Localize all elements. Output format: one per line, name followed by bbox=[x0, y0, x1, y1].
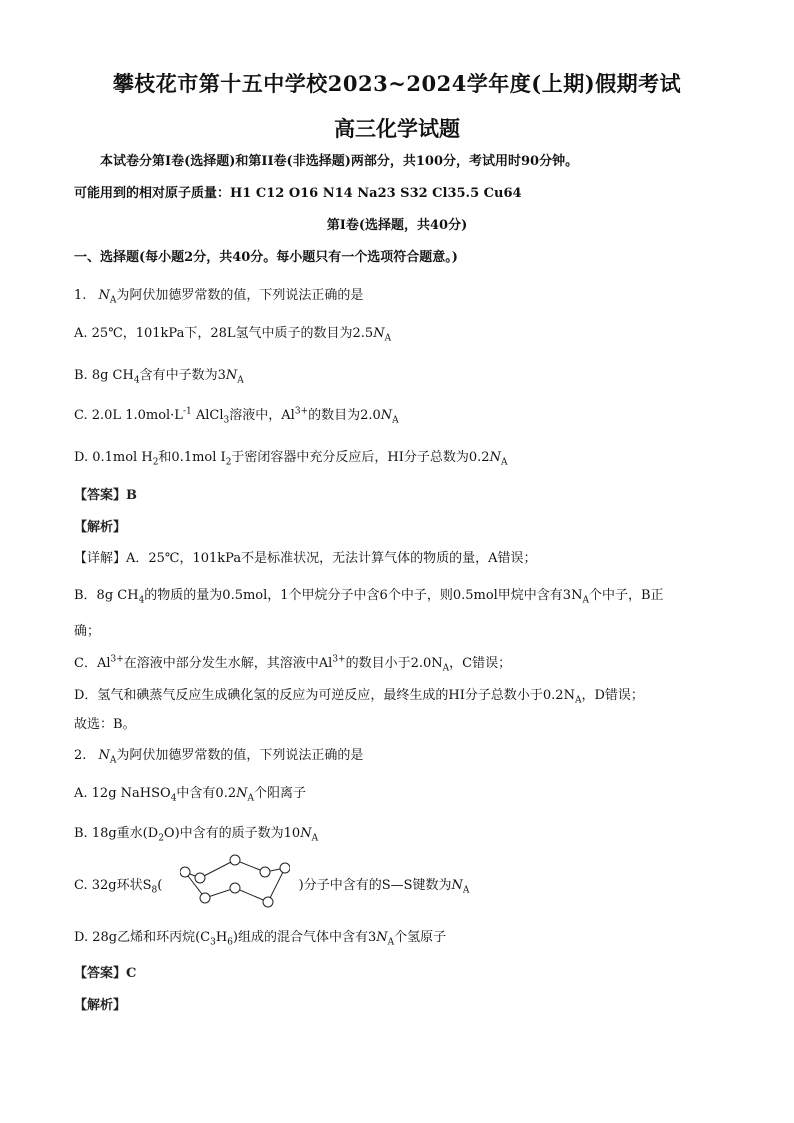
sulfur-atom bbox=[263, 897, 273, 907]
sulfur-atom bbox=[280, 863, 290, 873]
atomic-masses: 可能用到的相对原子质量：H1 C12 O16 N14 Na23 S32 Cl35.5 Cu64 bbox=[74, 186, 522, 201]
q1-choice: 故选：B。 bbox=[74, 717, 136, 732]
section1-heading: 一、选择题(每小题2分，共40分。每小题只有一个选项符合题意。) bbox=[74, 250, 458, 265]
q2-option-d: D. 28g乙烯和环丙烷$(C_3H_6)$组成的混合气体中含有$3N_A$个氢原子 bbox=[74, 930, 447, 948]
sulfur-atom bbox=[260, 867, 270, 877]
q1-option-a: A. 25℃，101kPa下，28L氢气中质子的数目为$2.5N_A$ bbox=[74, 326, 392, 344]
exam-subtitle: 高三化学试题 bbox=[334, 116, 460, 141]
exam-title: 攀枝花市第十五中学校2023~2024学年度(上期)假期考试 bbox=[112, 71, 682, 96]
q1-option-d: D. 0.1mol $H_2$和0.1mol $I_2$于密闭容器中充分反应后，HI分子总数为$0.2N_A$ bbox=[74, 450, 508, 468]
q2-option-c: C. 32g环状$S_8$( )分子中含有的S—S键数为$N_A$ bbox=[74, 878, 470, 896]
sulfur-atom bbox=[200, 893, 210, 903]
q2-analysis-label: 【解析】 bbox=[74, 998, 127, 1013]
sulfur-atom bbox=[230, 855, 240, 865]
q1-stem: 1. $N_A$为阿伏加德罗常数的值，下列说法正确的是 bbox=[74, 288, 364, 306]
exam-instructions: 本试卷分第I卷(选择题)和第II卷(非选择题)两部分，共100分，考试用时90分钟。 bbox=[100, 154, 579, 169]
sulfur-atom bbox=[230, 883, 240, 893]
sulfur-atom bbox=[195, 873, 205, 883]
q2-option-b: B. 18g重水$(D_2O)$中含有的质子数为$10N_A$ bbox=[74, 826, 319, 844]
q1-answer: 【答案】B bbox=[74, 488, 137, 503]
q1-analysis-label: 【解析】 bbox=[74, 520, 127, 535]
q1-detail-a: 【详解】A．25℃，101kPa不是标准状况，无法计算气体的物质的量，A错误； bbox=[74, 551, 537, 566]
q2-option-a: A. 12g NaHSO$_4$中含有$0.2N_A$个阳离子 bbox=[74, 786, 306, 804]
s8-ring-diagram bbox=[180, 852, 290, 912]
q2-stem: 2. $N_A$为阿伏加德罗常数的值，下列说法正确的是 bbox=[74, 748, 364, 766]
q1-detail-c: C．$Al^{3+}$在溶液中部分发生水解，其溶液中$Al^{3+}$的数目小于$2.0N_A$，C错误； bbox=[74, 654, 512, 674]
q1-detail-b: B．8g $CH_4$的物质的量为0.5mol，1个甲烷分子中含6个中子，则0.5mol甲烷中含有$3N_A$个中子，B正 bbox=[74, 588, 664, 606]
part1-heading: 第I卷(选择题，共40分) bbox=[326, 218, 468, 233]
q1-detail-b-cont: 确； bbox=[74, 624, 101, 639]
q1-detail-d: D．氢气和碘蒸气反应生成碘化氢的反应为可逆反应，最终生成的HI分子总数小于$0.2N_A$，D错误； bbox=[74, 688, 644, 706]
sulfur-atom bbox=[180, 867, 190, 877]
q2-answer: 【答案】C bbox=[74, 966, 137, 981]
q1-option-b: B. 8g $CH_4$含有中子数为$3N_A$ bbox=[74, 368, 244, 386]
q1-option-c: C. 2.0L $1.0mol\cdot L^{-1}$ AlCl$_3$溶液中，$Al^{3+}$的数目为$2.0N_A$ bbox=[74, 406, 399, 426]
